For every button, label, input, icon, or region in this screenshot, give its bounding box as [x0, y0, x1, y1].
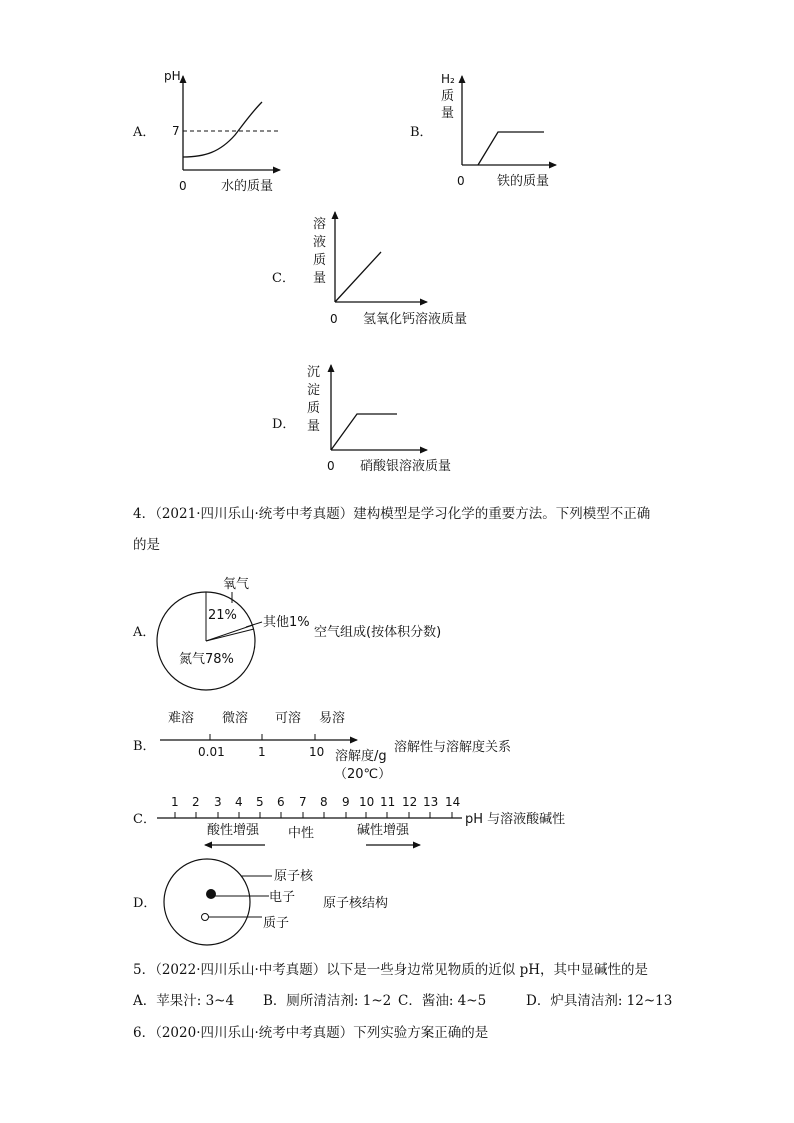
q4-option-c-label: C． — [133, 812, 156, 827]
basic-label: 碱性增强 — [357, 823, 410, 838]
graph-a — [183, 76, 280, 170]
q4-option-a-label: A． — [133, 625, 156, 640]
solubility-unit: 溶解度/g — [335, 749, 387, 764]
solubility-cat-3: 可溶 — [275, 711, 302, 726]
pie-oxygen-percent: 21% — [208, 608, 237, 623]
graph-a-ref-value: 7 — [172, 124, 180, 138]
ph-num: 14 — [445, 795, 461, 809]
graph-d-xlabel: 硝酸银溶液质量 — [360, 459, 452, 474]
graph-c-xlabel: 氢氧化钙溶液质量 — [363, 312, 468, 327]
graph-d-ylabel-1: 沉 — [307, 365, 321, 380]
graph-c-ylabel-4: 量 — [313, 271, 327, 286]
electron-label: 电子 — [269, 890, 296, 905]
option-c-label: C． — [272, 271, 295, 286]
nucleus-label: 原子核 — [274, 869, 314, 884]
solubility-tick-3: 10 — [309, 745, 325, 759]
graph-b-ylabel-2: 质 — [441, 89, 455, 104]
pie-nitrogen-label: 氮气78% — [179, 652, 234, 667]
graph-d-ylabel-4: 量 — [307, 419, 321, 434]
graph-c-ylabel-2: 液 — [313, 235, 327, 250]
q5-option-b: B．厕所清洁剂: 1~2 — [263, 993, 392, 1009]
q5-option-a: A．苹果汁: 3~4 — [133, 993, 235, 1009]
graph-a-ylabel: pH — [164, 69, 181, 83]
q4-option-b-label: B． — [133, 739, 156, 754]
proton-label: 质子 — [263, 916, 290, 931]
ph-num: 5 — [256, 795, 264, 809]
graph-b-xlabel: 铁的质量 — [497, 174, 550, 189]
ph-num: 9 — [342, 795, 350, 809]
graph-d — [331, 365, 427, 450]
ph-num: 8 — [320, 795, 328, 809]
ph-num: 11 — [380, 795, 396, 809]
neutral-label: 中性 — [288, 826, 315, 841]
pie-oxygen-label: 氧气 — [223, 577, 250, 592]
air-pie-chart — [157, 592, 262, 690]
solubility-tick-2: 1 — [258, 745, 266, 759]
option-d-label: D． — [272, 417, 296, 432]
solution-line — [335, 252, 381, 302]
ph-num: 1 — [171, 795, 179, 809]
ph-num: 6 — [277, 795, 285, 809]
ph-num: 7 — [299, 795, 307, 809]
ph-curve — [183, 102, 262, 157]
solubility-cat-4: 易溶 — [319, 711, 346, 726]
q5-option-c: C．酱油: 4~5 — [398, 993, 487, 1009]
graph-c-origin: 0 — [330, 312, 338, 326]
graph-b — [462, 76, 556, 165]
precipitate-line — [331, 414, 397, 450]
acidic-label: 酸性增强 — [207, 823, 260, 838]
solubility-cat-2: 微溶 — [222, 711, 249, 726]
ph-num: 13 — [423, 795, 439, 809]
question-4-stem-cont: 的是 — [133, 537, 160, 553]
pie-other-label: 其他1% — [263, 615, 310, 630]
nucleus-caption: 原子核结构 — [323, 896, 389, 911]
graph-a-origin: 0 — [179, 179, 187, 193]
ph-caption: pH 与溶液酸碱性 — [465, 812, 566, 827]
graph-c-ylabel-3: 质 — [313, 253, 327, 268]
solubility-caption: 溶解性与溶解度关系 — [394, 740, 512, 755]
graph-d-ylabel-2: 淀 — [307, 383, 321, 398]
q5-option-d: D．炉具清洁剂: 12~13 — [526, 993, 673, 1009]
question-4-stem: 4．（2021·四川乐山·统考中考真题）建构模型是学习化学的重要方法。下列模型不正确 — [133, 506, 651, 522]
question-5-stem: 5．（2022·四川乐山·中考真题）以下是一些身边常见物质的近似 pH，其中显碱性的是 — [133, 962, 648, 978]
graph-c-ylabel-1: 溶 — [313, 217, 327, 232]
graph-b-ylabel-1: H₂ — [441, 72, 455, 86]
nucleus-diagram — [164, 859, 272, 945]
question-6-stem: 6．（2020·四川乐山·统考中考真题）下列实验方案正确的是 — [133, 1025, 489, 1041]
h2-line — [478, 132, 544, 165]
ph-num: 3 — [214, 795, 222, 809]
solubility-temp: （20℃） — [334, 767, 392, 782]
solubility-axis — [160, 734, 357, 740]
ph-num: 12 — [402, 795, 418, 809]
graph-a-xlabel: 水的质量 — [221, 179, 274, 194]
graph-b-ylabel-3: 量 — [441, 106, 455, 121]
graph-d-origin: 0 — [327, 459, 335, 473]
solubility-tick-1: 0.01 — [198, 745, 225, 759]
option-a-label: A． — [133, 125, 156, 140]
pie-caption: 空气组成(按体积分数) — [314, 625, 442, 640]
q4-option-d-label: D． — [133, 896, 157, 911]
ph-num: 4 — [235, 795, 243, 809]
graph-d-ylabel-3: 质 — [307, 401, 321, 416]
graph-c — [335, 212, 427, 302]
solubility-cat-1: 难溶 — [168, 711, 195, 726]
graph-b-origin: 0 — [457, 174, 465, 188]
ph-num: 2 — [192, 795, 200, 809]
ph-num: 10 — [359, 795, 375, 809]
option-b-label: B． — [410, 125, 433, 140]
